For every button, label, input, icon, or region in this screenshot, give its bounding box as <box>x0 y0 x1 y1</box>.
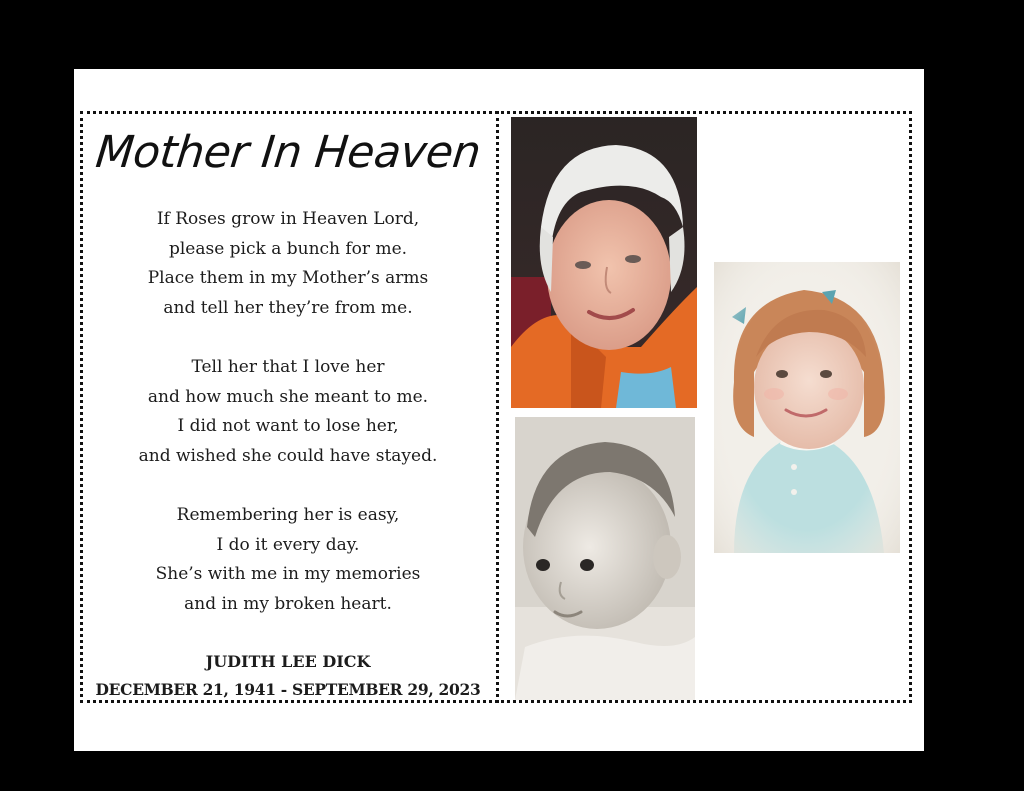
photo-young-girl <box>714 262 900 553</box>
poem-line: and wished she could have stayed. <box>138 445 438 466</box>
photo-baby <box>515 417 695 700</box>
photo-elder-image <box>511 117 697 408</box>
poem-stanza-2 <box>86 353 490 471</box>
dotted-divider <box>496 111 499 703</box>
poem-line: I do it every day. <box>216 534 360 555</box>
poem-line: She’s with me in my memories <box>155 564 421 584</box>
photo-girl-image <box>714 262 900 553</box>
poem-line: Remembering her is easy, <box>176 505 400 525</box>
life-dates: DECEMBER 21, 1941 - SEPTEMBER 29, 2023 <box>95 680 481 699</box>
poem-line: Place them in my Mother’s arms <box>147 268 429 288</box>
memorial-card <box>74 69 924 751</box>
card-title: Mother In Heaven <box>93 127 483 178</box>
photo-baby-image <box>515 417 695 700</box>
poem-line: and tell her they’re from me. <box>163 297 413 318</box>
poem-line: Tell her that I love her <box>191 357 385 377</box>
poem-stanza-1 <box>86 205 490 323</box>
poem-line: I did not want to lose her, <box>177 416 399 436</box>
poem <box>86 205 490 619</box>
photo-elder-woman <box>511 117 697 408</box>
deceased-name: JUDITH LEE DICK <box>205 652 371 671</box>
poem-line: and how much she meant to me. <box>147 386 429 407</box>
poem-line: If Roses grow in Heaven Lord, <box>156 209 420 229</box>
poem-line: and in my broken heart. <box>184 593 392 614</box>
text-column <box>86 117 490 697</box>
poem-stanza-3 <box>86 501 490 619</box>
poem-line: please pick a bunch for me. <box>168 238 408 259</box>
